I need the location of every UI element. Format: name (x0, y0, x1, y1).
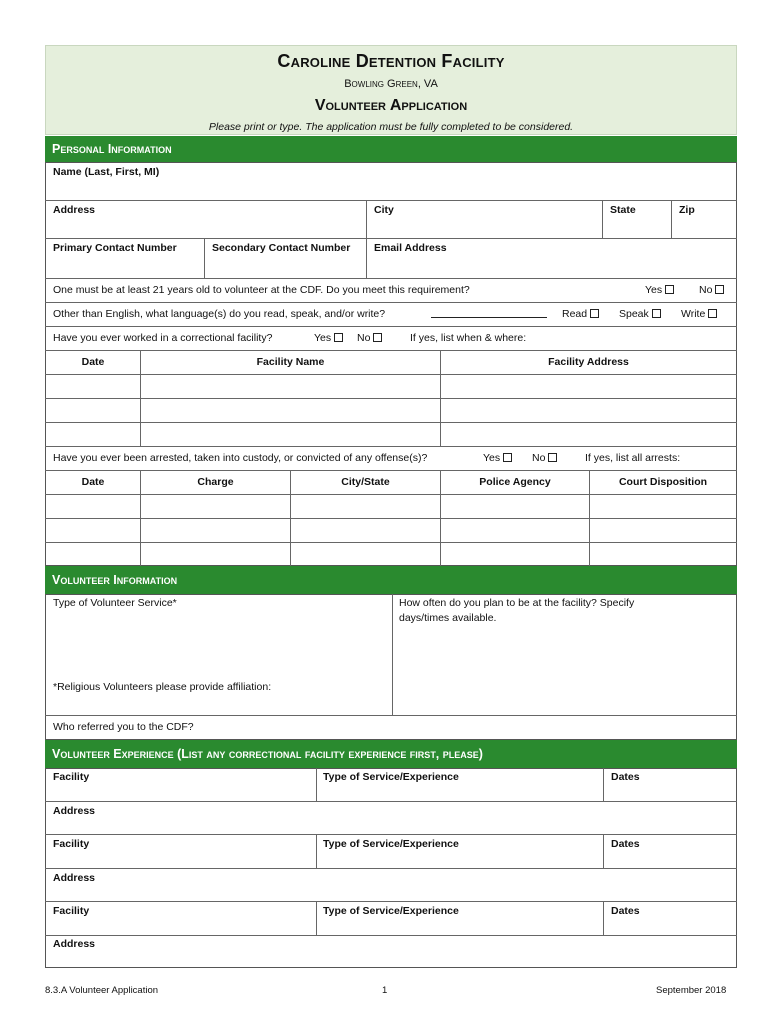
footer-form-id: 8.3.A Volunteer Application (45, 985, 159, 996)
worked-question: Have you ever worked in a correctional facility? (53, 332, 273, 344)
experience-dates-label: Dates (611, 905, 640, 917)
language-speak-option[interactable]: Speak (619, 308, 661, 320)
volunteer-type-field[interactable] (46, 612, 391, 680)
worked-table-rows[interactable] (46, 375, 736, 445)
state-label: State (610, 204, 636, 216)
arrest-question: Have you ever been arrested, taken into custody, or convicted of any offense(s)? (53, 452, 428, 464)
experience-dates-label: Dates (611, 838, 640, 850)
arrest-header-court-disposition: Court Disposition (618, 476, 708, 488)
age-question: One must be at least 21 years old to volunteer at the CDF. Do you meet this requirement? (53, 284, 470, 296)
referred-field[interactable] (215, 716, 736, 739)
frequency-field[interactable] (393, 628, 736, 714)
zip-label: Zip (679, 204, 695, 216)
experience-address-label: Address (53, 938, 96, 950)
experience-address-label: Address (53, 805, 96, 817)
experience-facility-label: Facility (53, 905, 90, 917)
form-instructions: Please print or type. The application must be fully completed to be considered. (208, 121, 574, 133)
email-label: Email Address (374, 242, 447, 254)
volunteer-type-label: Type of Volunteer Service* (53, 597, 177, 609)
religious-affiliation-label: *Religious Volunteers please provide affiliation: (53, 681, 272, 693)
address-field[interactable] (46, 201, 366, 237)
arrest-header-date: Date (81, 476, 105, 488)
worked-header-facility-address: Facility Address (548, 356, 629, 368)
checkbox-icon[interactable] (715, 285, 724, 294)
personal-information-header: Personal Information (45, 136, 737, 162)
checkbox-icon[interactable] (652, 309, 661, 318)
volunteer-information-header: Volunteer Information (45, 566, 737, 594)
checkbox-icon[interactable] (548, 453, 557, 462)
worked-followup: If yes, list when & where: (410, 332, 527, 344)
language-input[interactable] (431, 308, 547, 318)
state-field[interactable] (603, 201, 671, 237)
primary-contact-field[interactable] (46, 239, 204, 277)
footer-page-number: 1 (382, 985, 388, 996)
frequency-label-line1: How often do you plan to be at the facility? Specify (399, 597, 635, 609)
checkbox-icon[interactable] (708, 309, 717, 318)
worked-header-date: Date (81, 356, 105, 368)
arrest-no-option[interactable]: No (532, 452, 557, 464)
referred-label: Who referred you to the CDF? (53, 721, 194, 733)
form-subtitle: Volunteer Application (314, 97, 468, 114)
checkbox-icon[interactable] (373, 333, 382, 342)
language-read-option[interactable]: Read (562, 308, 599, 320)
checkbox-icon[interactable] (665, 285, 674, 294)
email-field[interactable] (367, 239, 736, 277)
worked-header-facility-name: Facility Name (256, 356, 325, 368)
worked-no-option[interactable]: No (357, 332, 382, 344)
experience-facility-label: Facility (53, 838, 90, 850)
checkbox-icon[interactable] (503, 453, 512, 462)
age-yes-option[interactable]: Yes (645, 284, 674, 296)
age-no-option[interactable]: No (699, 284, 724, 296)
name-label: Name (Last, First, MI) (53, 166, 160, 178)
checkbox-icon[interactable] (334, 333, 343, 342)
arrest-table-rows[interactable] (46, 495, 736, 565)
facility-location: Bowling Green, VA (344, 78, 438, 90)
experience-address-label: Address (53, 872, 96, 884)
address-label: Address (53, 204, 96, 216)
name-field[interactable] (46, 162, 736, 200)
city-field[interactable] (367, 201, 602, 237)
arrest-header-police-agency: Police Agency (479, 476, 551, 488)
worked-yes-option[interactable]: Yes (314, 332, 343, 344)
arrest-header-city-state: City/State (341, 476, 390, 488)
experience-type-label: Type of Service/Experience (323, 905, 459, 917)
arrest-header-charge: Charge (197, 476, 234, 488)
checkbox-icon[interactable] (590, 309, 599, 318)
footer-date: September 2018 (656, 985, 727, 996)
volunteer-experience-header: Volunteer Experience (List any correctional facility experience first, please) (45, 740, 737, 768)
experience-facility-label: Facility (53, 771, 90, 783)
secondary-contact-field[interactable] (205, 239, 366, 277)
experience-type-label: Type of Service/Experience (323, 838, 459, 850)
primary-contact-label: Primary Contact Number (53, 242, 177, 254)
experience-type-label: Type of Service/Experience (323, 771, 459, 783)
arrest-followup: If yes, list all arrests: (585, 452, 681, 464)
zip-field[interactable] (672, 201, 736, 237)
city-label: City (374, 204, 394, 216)
arrest-yes-option[interactable]: Yes (483, 452, 512, 464)
language-question: Other than English, what language(s) do you read, speak, and/or write? (53, 308, 386, 320)
language-write-option[interactable]: Write (681, 308, 717, 320)
experience-dates-label: Dates (611, 771, 640, 783)
frequency-label-line2: days/times available. (399, 612, 497, 624)
secondary-contact-label: Secondary Contact Number (212, 242, 351, 254)
experience-fields[interactable] (46, 769, 736, 967)
facility-title: Caroline Detention Facility (277, 51, 505, 71)
